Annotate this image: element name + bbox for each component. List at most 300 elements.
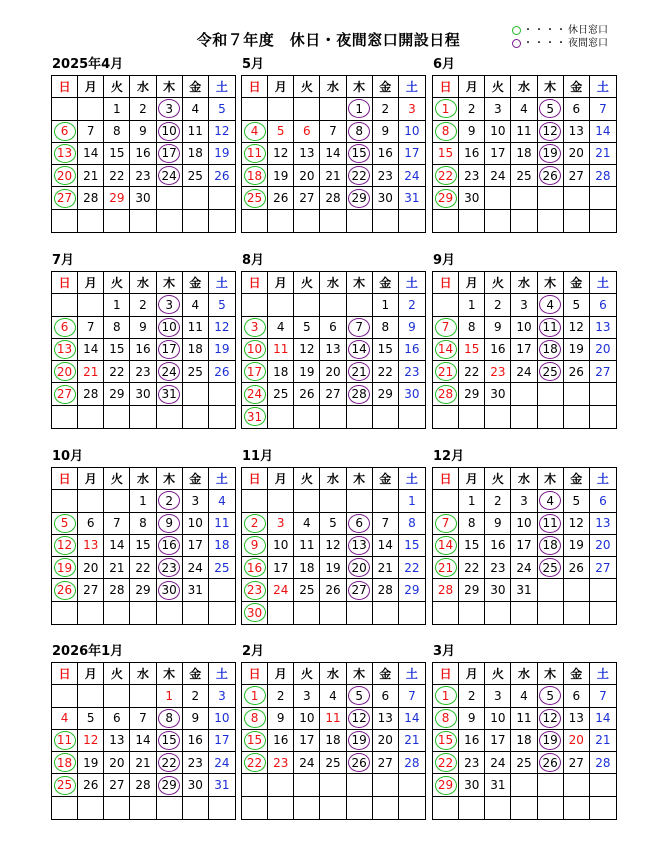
day-cell: 1: [433, 685, 459, 707]
empty-cell: [268, 774, 294, 796]
day-cell: 21: [78, 361, 104, 383]
day-cell: 4: [209, 490, 235, 512]
day-cell: 2: [242, 513, 268, 535]
weekday-header: 日: [52, 468, 78, 490]
weekday-header: 木: [538, 468, 564, 490]
day-cell: 6: [294, 121, 320, 143]
day-cell: 15: [157, 730, 183, 752]
day-cell: 30: [130, 383, 156, 405]
day-cell: 21: [130, 752, 156, 774]
day-cell: 16: [485, 339, 511, 361]
day-cell: 17: [268, 557, 294, 579]
day-cell: 19: [294, 361, 320, 383]
empty-cell: [373, 602, 399, 624]
day-cell: 23: [485, 557, 511, 579]
day-cell: 2: [485, 294, 511, 316]
day-cell: 26: [564, 361, 590, 383]
month-grid: [432, 75, 617, 233]
day-cell: 25: [268, 383, 294, 405]
day-cell: 3: [294, 685, 320, 707]
empty-cell: [183, 406, 209, 428]
month-title: 10月: [52, 449, 84, 464]
day-cell: 21: [433, 361, 459, 383]
empty-cell: [511, 797, 537, 819]
empty-cell: [485, 797, 511, 819]
day-cell: 11: [320, 708, 346, 730]
empty-cell: [78, 294, 104, 316]
day-cell: 8: [157, 708, 183, 730]
empty-cell: [373, 490, 399, 512]
weekday-header: 月: [78, 272, 104, 294]
day-cell: 27: [590, 361, 616, 383]
day-cell: 11: [52, 730, 78, 752]
day-cell: 22: [459, 361, 485, 383]
empty-cell: [130, 797, 156, 819]
day-cell: 2: [157, 490, 183, 512]
weekday-header: 金: [373, 76, 399, 98]
day-cell: 10: [268, 535, 294, 557]
day-cell: 15: [399, 535, 425, 557]
day-cell: 30: [157, 579, 183, 601]
empty-cell: [511, 602, 537, 624]
empty-cell: [564, 383, 590, 405]
day-cell: 10: [183, 513, 209, 535]
weekday-header: 土: [209, 76, 235, 98]
day-cell: 11: [183, 121, 209, 143]
empty-cell: [564, 579, 590, 601]
month-calendar: [432, 644, 617, 793]
day-cell: 22: [373, 361, 399, 383]
day-cell: 16: [399, 339, 425, 361]
day-cell: 1: [104, 98, 130, 120]
day-cell: 7: [373, 513, 399, 535]
day-cell: 17: [485, 730, 511, 752]
purple-circle-icon: [512, 39, 521, 48]
day-cell: 16: [157, 535, 183, 557]
day-cell: 8: [104, 317, 130, 339]
day-cell: 14: [104, 535, 130, 557]
empty-cell: [104, 490, 130, 512]
month-calendar: [241, 253, 426, 424]
day-cell: 9: [399, 317, 425, 339]
day-cell: 2: [399, 294, 425, 316]
day-cell: 13: [564, 121, 590, 143]
weekday-header: 金: [373, 663, 399, 685]
empty-cell: [294, 490, 320, 512]
day-cell: 31: [157, 383, 183, 405]
weekday-header: 土: [209, 663, 235, 685]
empty-cell: [268, 602, 294, 624]
day-cell: 4: [183, 98, 209, 120]
month-calendar: [241, 644, 426, 770]
day-cell: 1: [459, 490, 485, 512]
day-cell: 6: [347, 513, 373, 535]
day-cell: 10: [294, 708, 320, 730]
empty-cell: [320, 294, 346, 316]
month-calendar: [432, 449, 617, 598]
day-cell: 10: [511, 513, 537, 535]
day-cell: 29: [347, 187, 373, 209]
month-title: 2月: [242, 644, 265, 659]
day-cell: 26: [78, 774, 104, 796]
day-cell: 1: [242, 685, 268, 707]
empty-cell: [320, 797, 346, 819]
day-cell: 25: [294, 579, 320, 601]
day-cell: 24: [485, 752, 511, 774]
day-cell: 3: [485, 98, 511, 120]
day-cell: 19: [347, 730, 373, 752]
day-cell: 28: [433, 579, 459, 601]
day-cell: 24: [485, 165, 511, 187]
weekday-header: 月: [459, 468, 485, 490]
weekday-header: 木: [347, 76, 373, 98]
day-cell: 10: [209, 708, 235, 730]
empty-cell: [294, 774, 320, 796]
day-cell: 17: [511, 339, 537, 361]
day-cell: 2: [373, 98, 399, 120]
day-cell: 9: [373, 121, 399, 143]
legend-label: 休日窓口: [568, 25, 608, 36]
day-cell: 6: [564, 98, 590, 120]
day-cell: 22: [433, 165, 459, 187]
green-circle-icon: [512, 26, 521, 35]
day-cell: 30: [130, 187, 156, 209]
day-cell: 23: [268, 752, 294, 774]
day-cell: 13: [590, 513, 616, 535]
empty-cell: [130, 602, 156, 624]
empty-cell: [209, 187, 235, 209]
day-cell: 3: [157, 294, 183, 316]
day-cell: 5: [209, 294, 235, 316]
month-grid: [432, 662, 617, 820]
day-cell: 30: [485, 383, 511, 405]
day-cell: 13: [320, 339, 346, 361]
day-cell: 21: [590, 143, 616, 165]
day-cell: 14: [78, 339, 104, 361]
day-cell: 2: [459, 98, 485, 120]
day-cell: 12: [268, 143, 294, 165]
day-cell: 11: [268, 339, 294, 361]
weekday-header: 日: [242, 663, 268, 685]
empty-cell: [485, 187, 511, 209]
month-grid: [432, 271, 617, 429]
day-cell: 27: [52, 383, 78, 405]
day-cell: 3: [157, 98, 183, 120]
month-calendar: [51, 57, 236, 206]
day-cell: 9: [242, 535, 268, 557]
day-cell: 16: [130, 143, 156, 165]
day-cell: 22: [347, 165, 373, 187]
empty-cell: [78, 602, 104, 624]
empty-cell: [538, 579, 564, 601]
day-cell: 14: [399, 708, 425, 730]
day-cell: 12: [538, 708, 564, 730]
empty-cell: [373, 797, 399, 819]
empty-cell: [268, 490, 294, 512]
day-cell: 15: [459, 339, 485, 361]
day-cell: 4: [538, 294, 564, 316]
empty-cell: [511, 406, 537, 428]
empty-cell: [590, 406, 616, 428]
day-cell: 7: [104, 513, 130, 535]
day-cell: 7: [399, 685, 425, 707]
empty-cell: [268, 797, 294, 819]
day-cell: 11: [183, 317, 209, 339]
empty-cell: [347, 797, 373, 819]
day-cell: 4: [268, 317, 294, 339]
day-cell: 14: [78, 143, 104, 165]
empty-cell: [399, 774, 425, 796]
day-cell: 7: [433, 317, 459, 339]
day-cell: 5: [52, 513, 78, 535]
day-cell: 28: [320, 187, 346, 209]
weekday-header: 土: [399, 272, 425, 294]
weekday-header: 月: [268, 663, 294, 685]
empty-cell: [209, 579, 235, 601]
day-cell: 30: [373, 187, 399, 209]
day-cell: 3: [268, 513, 294, 535]
day-cell: 13: [590, 317, 616, 339]
day-cell: 25: [209, 557, 235, 579]
legend-label: 夜間窓口: [568, 38, 608, 49]
day-cell: 1: [373, 294, 399, 316]
day-cell: 18: [320, 730, 346, 752]
empty-cell: [320, 98, 346, 120]
empty-cell: [564, 774, 590, 796]
day-cell: 19: [564, 339, 590, 361]
weekday-header: 水: [320, 76, 346, 98]
weekday-header: 日: [52, 76, 78, 98]
day-cell: 29: [104, 383, 130, 405]
empty-cell: [52, 210, 78, 232]
day-cell: 26: [268, 187, 294, 209]
weekday-header: 水: [511, 272, 537, 294]
day-cell: 21: [433, 557, 459, 579]
day-cell: 25: [320, 752, 346, 774]
day-cell: 14: [590, 708, 616, 730]
day-cell: 22: [433, 752, 459, 774]
day-cell: 15: [373, 339, 399, 361]
day-cell: 28: [399, 752, 425, 774]
day-cell: 8: [104, 121, 130, 143]
weekday-header: 水: [130, 272, 156, 294]
empty-cell: [209, 602, 235, 624]
day-cell: 7: [78, 317, 104, 339]
day-cell: 25: [511, 752, 537, 774]
day-cell: 11: [209, 513, 235, 535]
month-title: 2025年4月: [52, 57, 124, 72]
weekday-header: 日: [433, 663, 459, 685]
weekday-header: 月: [459, 272, 485, 294]
empty-cell: [52, 685, 78, 707]
day-cell: 8: [347, 121, 373, 143]
day-cell: 20: [294, 165, 320, 187]
weekday-header: 土: [399, 76, 425, 98]
weekday-header: 木: [157, 272, 183, 294]
empty-cell: [433, 797, 459, 819]
empty-cell: [130, 685, 156, 707]
day-cell: 24: [157, 165, 183, 187]
empty-cell: [294, 797, 320, 819]
day-cell: 31: [209, 774, 235, 796]
day-cell: 29: [130, 579, 156, 601]
empty-cell: [78, 210, 104, 232]
day-cell: 9: [485, 513, 511, 535]
day-cell: 18: [538, 535, 564, 557]
day-cell: 3: [511, 294, 537, 316]
day-cell: 23: [459, 752, 485, 774]
day-cell: 28: [590, 165, 616, 187]
weekday-header: 土: [209, 468, 235, 490]
day-cell: 23: [242, 579, 268, 601]
day-cell: 7: [590, 98, 616, 120]
day-cell: 17: [511, 535, 537, 557]
day-cell: 24: [268, 579, 294, 601]
day-cell: 25: [538, 361, 564, 383]
legend: [512, 24, 608, 50]
day-cell: 3: [511, 490, 537, 512]
weekday-header: 水: [320, 272, 346, 294]
day-cell: 22: [104, 165, 130, 187]
empty-cell: [320, 406, 346, 428]
weekday-header: 土: [590, 272, 616, 294]
day-cell: 20: [78, 557, 104, 579]
day-cell: 9: [130, 121, 156, 143]
day-cell: 24: [399, 165, 425, 187]
day-cell: 26: [320, 579, 346, 601]
day-cell: 25: [52, 774, 78, 796]
weekday-header: 水: [130, 663, 156, 685]
day-cell: 2: [485, 490, 511, 512]
weekday-header: 土: [399, 468, 425, 490]
day-cell: 6: [320, 317, 346, 339]
empty-cell: [590, 579, 616, 601]
day-cell: 20: [590, 535, 616, 557]
day-cell: 26: [347, 752, 373, 774]
day-cell: 29: [373, 383, 399, 405]
empty-cell: [590, 187, 616, 209]
day-cell: 9: [459, 708, 485, 730]
day-cell: 3: [399, 98, 425, 120]
month-title: 12月: [433, 449, 465, 464]
empty-cell: [459, 797, 485, 819]
day-cell: 16: [130, 339, 156, 361]
day-cell: 17: [157, 143, 183, 165]
weekday-header: 木: [347, 663, 373, 685]
day-cell: 31: [511, 579, 537, 601]
day-cell: 7: [78, 121, 104, 143]
empty-cell: [564, 187, 590, 209]
empty-cell: [242, 490, 268, 512]
empty-cell: [538, 774, 564, 796]
day-cell: 20: [564, 730, 590, 752]
weekday-header: 金: [183, 272, 209, 294]
day-cell: 18: [242, 165, 268, 187]
day-cell: 1: [433, 98, 459, 120]
empty-cell: [183, 602, 209, 624]
empty-cell: [78, 98, 104, 120]
weekday-header: 火: [294, 76, 320, 98]
weekday-header: 水: [511, 76, 537, 98]
weekday-header: 木: [538, 272, 564, 294]
day-cell: 26: [538, 165, 564, 187]
day-cell: 28: [78, 383, 104, 405]
weekday-header: 日: [52, 663, 78, 685]
month-grid: [241, 467, 426, 625]
weekday-header: 木: [347, 468, 373, 490]
empty-cell: [242, 774, 268, 796]
empty-cell: [104, 210, 130, 232]
empty-cell: [52, 294, 78, 316]
day-cell: 30: [459, 187, 485, 209]
weekday-header: 日: [242, 468, 268, 490]
day-cell: 20: [564, 143, 590, 165]
empty-cell: [52, 406, 78, 428]
day-cell: 31: [485, 774, 511, 796]
empty-cell: [538, 383, 564, 405]
day-cell: 29: [157, 774, 183, 796]
day-cell: 7: [130, 708, 156, 730]
day-cell: 27: [104, 774, 130, 796]
weekday-header: 水: [511, 468, 537, 490]
weekday-header: 水: [130, 468, 156, 490]
weekday-header: 土: [209, 272, 235, 294]
day-cell: 29: [399, 579, 425, 601]
day-cell: 15: [104, 339, 130, 361]
day-cell: 13: [373, 708, 399, 730]
day-cell: 12: [78, 730, 104, 752]
day-cell: 20: [590, 339, 616, 361]
day-cell: 18: [268, 361, 294, 383]
empty-cell: [347, 602, 373, 624]
day-cell: 18: [511, 143, 537, 165]
day-cell: 17: [399, 143, 425, 165]
empty-cell: [485, 406, 511, 428]
day-cell: 23: [485, 361, 511, 383]
empty-cell: [78, 685, 104, 707]
day-cell: 22: [459, 557, 485, 579]
day-cell: 29: [459, 383, 485, 405]
empty-cell: [459, 210, 485, 232]
day-cell: 14: [130, 730, 156, 752]
day-cell: 6: [373, 685, 399, 707]
day-cell: 18: [538, 339, 564, 361]
day-cell: 25: [538, 557, 564, 579]
month-title: 11月: [242, 449, 274, 464]
weekday-header: 火: [104, 272, 130, 294]
weekday-header: 月: [78, 468, 104, 490]
day-cell: 20: [104, 752, 130, 774]
day-cell: 5: [268, 121, 294, 143]
empty-cell: [268, 98, 294, 120]
month-grid: [51, 662, 236, 820]
day-cell: 24: [157, 361, 183, 383]
empty-cell: [538, 187, 564, 209]
day-cell: 23: [373, 165, 399, 187]
empty-cell: [294, 406, 320, 428]
weekday-header: 木: [157, 468, 183, 490]
weekday-header: 木: [157, 76, 183, 98]
day-cell: 3: [183, 490, 209, 512]
day-cell: 30: [399, 383, 425, 405]
day-cell: 14: [433, 339, 459, 361]
weekday-header: 日: [242, 76, 268, 98]
day-cell: 20: [52, 165, 78, 187]
weekday-header: 金: [564, 272, 590, 294]
day-cell: 10: [511, 317, 537, 339]
empty-cell: [564, 210, 590, 232]
day-cell: 10: [485, 708, 511, 730]
